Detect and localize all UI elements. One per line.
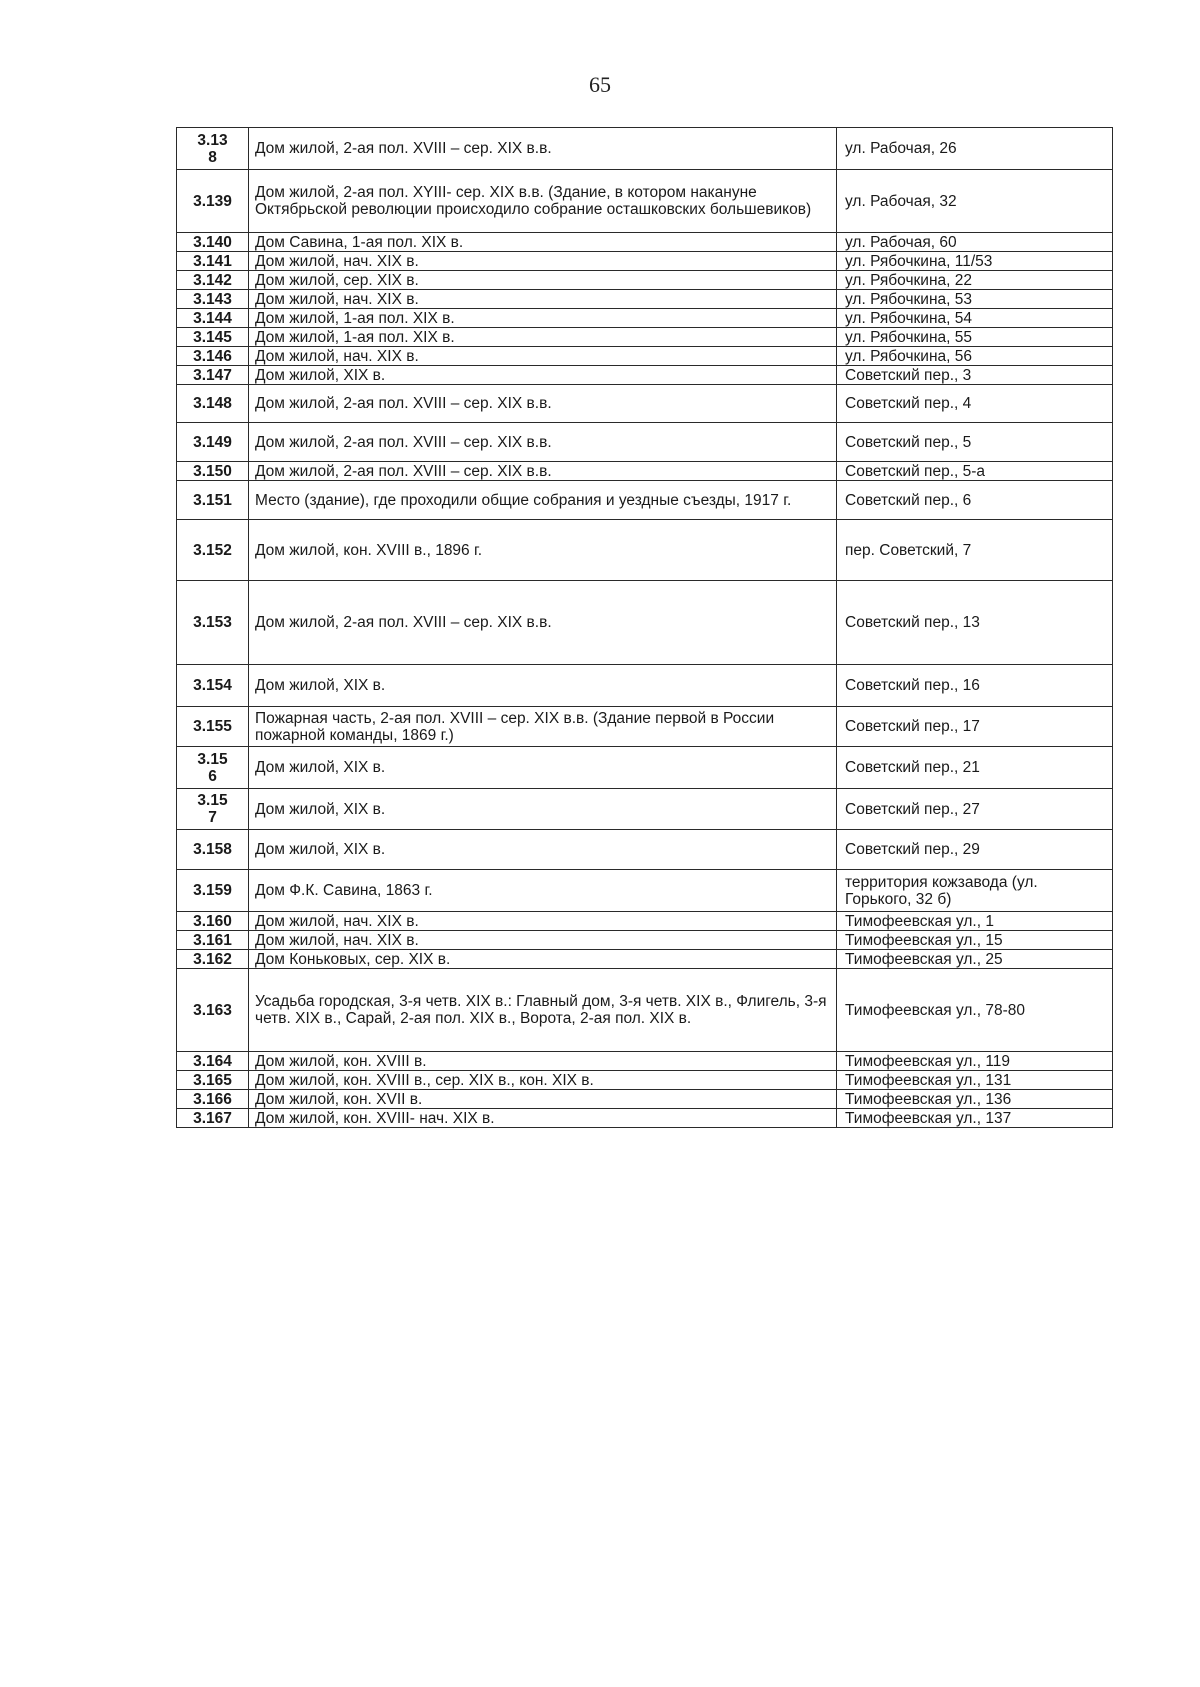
object-address-cell: пер. Советский, 7 — [837, 520, 1113, 581]
table-row — [177, 423, 1113, 462]
table-row — [177, 481, 1113, 520]
object-number-cell: 3.160 — [177, 912, 249, 931]
object-number-cell: 3.162 — [177, 950, 249, 969]
object-number-cell: 3.158 — [177, 830, 249, 870]
object-number-cell: 3.146 — [177, 347, 249, 366]
object-address-cell: ул. Рябочкина, 56 — [837, 347, 1113, 366]
object-number-cell: 3.144 — [177, 309, 249, 328]
object-description-cell: Пожарная часть, 2-ая пол. XVIII – сер. XIX в.в. (Здание первой в России пожарной команды, 1869 г.) — [249, 707, 837, 747]
page-number: 65 — [589, 72, 611, 97]
object-address-cell: Тимофеевская ул., 78-80 — [837, 969, 1113, 1052]
object-address-cell: Тимофеевская ул., 136 — [837, 1090, 1113, 1109]
table-row — [177, 1052, 1113, 1071]
object-description-cell: Дом жилой, нач. XIX в. — [249, 252, 837, 271]
table-row — [177, 707, 1113, 747]
object-description-cell: Дом Ф.К. Савина, 1863 г. — [249, 870, 837, 912]
object-address-cell: ул. Рябочкина, 54 — [837, 309, 1113, 328]
table-row — [177, 170, 1113, 233]
object-address-cell: ул. Рабочая, 26 — [837, 128, 1113, 170]
table-row — [177, 950, 1113, 969]
object-number-cell: 3.151 — [177, 481, 249, 520]
object-number-cell: 3.141 — [177, 252, 249, 271]
object-address-cell: Тимофеевская ул., 1 — [837, 912, 1113, 931]
object-description-cell: Дом Савина, 1-ая пол. XIX в. — [249, 233, 837, 252]
object-address-cell: Тимофеевская ул., 131 — [837, 1071, 1113, 1090]
object-number-cell: 3.147 — [177, 366, 249, 385]
object-description-cell: Дом жилой, 2-ая пол. XVIII – сер. XIX в.в. — [249, 128, 837, 170]
table-row — [177, 128, 1113, 170]
table-row — [177, 789, 1113, 830]
table-row — [177, 665, 1113, 707]
object-number-cell: 3.148 — [177, 385, 249, 423]
object-description-cell: Дом жилой, 1-ая пол. XIX в. — [249, 328, 837, 347]
object-address-cell: ул. Рабочая, 60 — [837, 233, 1113, 252]
object-number-cell: 3.161 — [177, 931, 249, 950]
object-description-cell: Дом жилой, 2-ая пол. XVIII – сер. XIX в.в. — [249, 581, 837, 665]
object-number-cell: 3.15 7 — [177, 789, 249, 830]
object-number-cell: 3.145 — [177, 328, 249, 347]
object-description-cell: Дом жилой, нач. XIX в. — [249, 290, 837, 309]
object-address-cell: Советский пер., 6 — [837, 481, 1113, 520]
object-address-cell: Советский пер., 5-а — [837, 462, 1113, 481]
object-description-cell: Дом жилой, нач. XIX в. — [249, 912, 837, 931]
table-row — [177, 581, 1113, 665]
table-row — [177, 520, 1113, 581]
object-number-cell: 3.152 — [177, 520, 249, 581]
table-row — [177, 830, 1113, 870]
object-address-cell: ул. Рябочкина, 55 — [837, 328, 1113, 347]
object-number-cell: 3.153 — [177, 581, 249, 665]
object-description-cell: Дом жилой, 2-ая пол. XYIII- сер. XIX в.в. (Здание, в котором накануне Октябрьской революции происходило собрание осташковских большевиков) — [249, 170, 837, 233]
object-description-cell: Дом жилой, кон. XVIII в. — [249, 1052, 837, 1071]
object-address-cell: Тимофеевская ул., 137 — [837, 1109, 1113, 1128]
object-description-cell: Дом жилой, XIX в. — [249, 747, 837, 789]
table-row — [177, 912, 1113, 931]
table-row — [177, 1090, 1113, 1109]
object-address-cell: ул. Рабочая, 32 — [837, 170, 1113, 233]
object-address-cell: Советский пер., 13 — [837, 581, 1113, 665]
object-address-cell: ул. Рябочкина, 11/53 — [837, 252, 1113, 271]
table-row — [177, 1071, 1113, 1090]
object-number-cell: 3.142 — [177, 271, 249, 290]
table-row — [177, 309, 1113, 328]
object-address-cell: Тимофеевская ул., 119 — [837, 1052, 1113, 1071]
object-description-cell: Дом жилой, кон. XVIII в., 1896 г. — [249, 520, 837, 581]
object-description-cell: Место (здание), где проходили общие собрания и уездные съезды, 1917 г. — [249, 481, 837, 520]
object-number-cell: 3.139 — [177, 170, 249, 233]
table-row — [177, 385, 1113, 423]
table-row — [177, 870, 1113, 912]
object-description-cell: Дом жилой, кон. XVIII в., сер. XIX в., кон. XIX в. — [249, 1071, 837, 1090]
table-row — [177, 931, 1113, 950]
object-description-cell: Дом жилой, 2-ая пол. XVIII – сер. XIX в.в. — [249, 423, 837, 462]
object-description-cell: Дом жилой, кон. XVII в. — [249, 1090, 837, 1109]
object-description-cell: Дом жилой, кон. XVIII- нач. XIX в. — [249, 1109, 837, 1128]
object-address-cell: Советский пер., 27 — [837, 789, 1113, 830]
object-description-cell: Дом жилой, XIX в. — [249, 789, 837, 830]
object-description-cell: Дом жилой, 2-ая пол. XVIII – сер. XIX в.в. — [249, 385, 837, 423]
object-address-cell: ул. Рябочкина, 53 — [837, 290, 1113, 309]
table-row — [177, 366, 1113, 385]
object-address-cell: Советский пер., 21 — [837, 747, 1113, 789]
object-description-cell: Дом жилой, 1-ая пол. XIX в. — [249, 309, 837, 328]
object-number-cell: 3.155 — [177, 707, 249, 747]
object-number-cell: 3.159 — [177, 870, 249, 912]
object-description-cell: Дом жилой, 2-ая пол. XVIII – сер. XIX в.в. — [249, 462, 837, 481]
object-number-cell: 3.165 — [177, 1071, 249, 1090]
table-row — [177, 271, 1113, 290]
object-description-cell: Дом жилой, нач. XIX в. — [249, 347, 837, 366]
object-address-cell: Советский пер., 29 — [837, 830, 1113, 870]
object-address-cell: ул. Рябочкина, 22 — [837, 271, 1113, 290]
object-description-cell: Дом Коньковых, сер. XIX в. — [249, 950, 837, 969]
object-description-cell: Дом жилой, XIX в. — [249, 366, 837, 385]
table-row — [177, 290, 1113, 309]
table-row — [177, 347, 1113, 366]
table-row — [177, 252, 1113, 271]
registry-table-body — [177, 128, 1113, 1128]
object-number-cell: 3.143 — [177, 290, 249, 309]
object-number-cell: 3.166 — [177, 1090, 249, 1109]
table-row — [177, 1109, 1113, 1128]
table-row — [177, 969, 1113, 1052]
object-address-cell: Советский пер., 5 — [837, 423, 1113, 462]
table-row — [177, 462, 1113, 481]
object-address-cell: Тимофеевская ул., 25 — [837, 950, 1113, 969]
object-number-cell: 3.13 8 — [177, 128, 249, 170]
table-row — [177, 233, 1113, 252]
object-description-cell: Дом жилой, нач. XIX в. — [249, 931, 837, 950]
object-description-cell: Усадьба городская, 3-я четв. XIX в.: Главный дом, 3-я четв. XIX в., Флигель, 3-я четв. XIX в., Сарай, 2-ая пол. XIX в., Ворота, 2-ая пол. XIX в. — [249, 969, 837, 1052]
object-number-cell: 3.163 — [177, 969, 249, 1052]
object-number-cell: 3.154 — [177, 665, 249, 707]
object-number-cell: 3.140 — [177, 233, 249, 252]
object-description-cell: Дом жилой, XIX в. — [249, 830, 837, 870]
object-address-cell: Советский пер., 4 — [837, 385, 1113, 423]
table-row — [177, 747, 1113, 789]
object-number-cell: 3.164 — [177, 1052, 249, 1071]
object-description-cell: Дом жилой, XIX в. — [249, 665, 837, 707]
object-number-cell: 3.167 — [177, 1109, 249, 1128]
heritage-registry-table — [176, 127, 1113, 1128]
object-address-cell: Советский пер., 17 — [837, 707, 1113, 747]
object-number-cell: 3.15 6 — [177, 747, 249, 789]
object-address-cell: Советский пер., 16 — [837, 665, 1113, 707]
object-number-cell: 3.150 — [177, 462, 249, 481]
object-address-cell: территория кожзавода (ул. Горького, 32 б) — [837, 870, 1113, 912]
object-number-cell: 3.149 — [177, 423, 249, 462]
object-address-cell: Советский пер., 3 — [837, 366, 1113, 385]
object-address-cell: Тимофеевская ул., 15 — [837, 931, 1113, 950]
table-row — [177, 328, 1113, 347]
object-description-cell: Дом жилой, сер. XIX в. — [249, 271, 837, 290]
